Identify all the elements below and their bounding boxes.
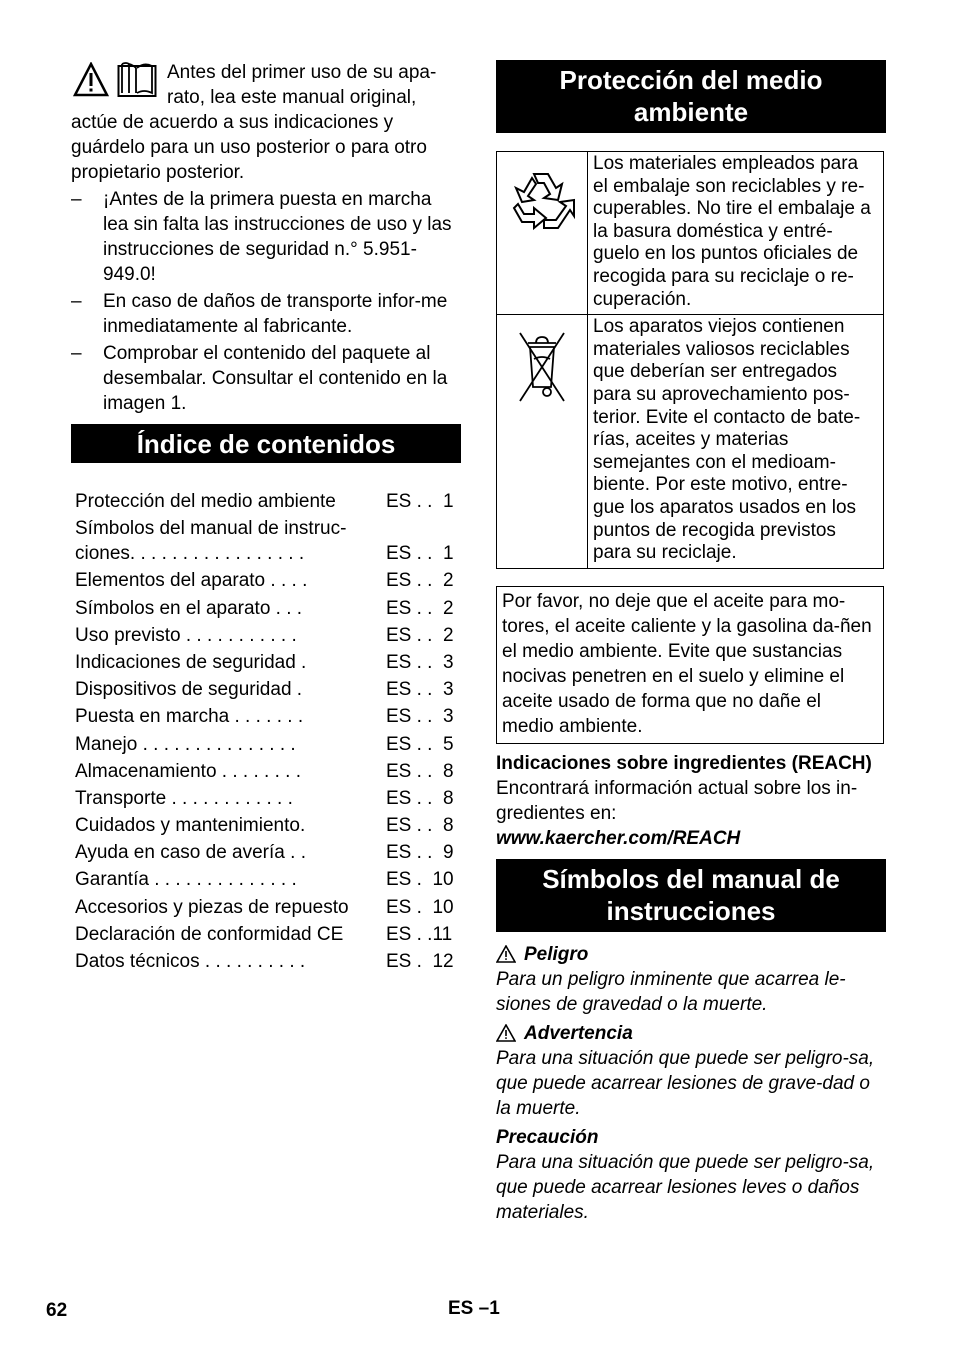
recycle-icon-cell [497, 152, 588, 315]
manual-book-icon [117, 62, 157, 98]
toc-heading: Índice de contenidos [71, 424, 461, 463]
toc-entry[interactable] [75, 813, 459, 838]
footer-sep: – [478, 1298, 490, 1319]
table-row [497, 315, 884, 569]
instruction-text: Comprobar el contenido del paquete al desembalar. Consultar el contenido en la imagen 1. [103, 343, 448, 414]
environment-table [496, 151, 884, 569]
toc-entry-title: Manejo . . . . . . . . . . . . . . . [75, 733, 296, 755]
toc-entry-title: Ayuda en caso de avería . . [75, 842, 306, 864]
danger-text: Para un peligro inminente que acarrea le-siones de gravedad o la muerte. [496, 968, 846, 1015]
toc-entry[interactable] [75, 677, 459, 702]
table-of-contents [75, 489, 459, 974]
dash-bullet: – [71, 189, 82, 210]
toc-entry[interactable] [75, 895, 459, 920]
intro-line-b: rato, lea este manual original, [167, 87, 417, 108]
toc-entry-title: Cuidados y mantenimiento. [75, 815, 306, 837]
caution-text: Para una situación que puede ser peligro-sa, que puede acarrear lesiones leves o daños materiales. [496, 1151, 875, 1223]
toc-entry[interactable] [75, 650, 459, 675]
warning-text: Para una situación que puede ser peligro-sa, que puede acarrear lesiones de grave-dad o la muerte. [496, 1047, 875, 1119]
caution-label [496, 1125, 886, 1150]
toc-entry-title: Dispositivos de seguridad . [75, 679, 303, 701]
warning-triangle-icon [496, 1024, 516, 1042]
toc-entry[interactable] [75, 732, 459, 757]
instruction-item [71, 187, 461, 287]
intro-line-a: Antes del primer uso de su apa- [167, 62, 437, 83]
toc-entry[interactable] [75, 623, 459, 648]
toc-entry-ref: ES . . 8 [386, 815, 454, 837]
left-column [71, 60, 461, 976]
toc-entry-ref: ES . . 8 [386, 760, 454, 782]
toc-entry-title: Garantía . . . . . . . . . . . . . . [75, 869, 297, 891]
reach-text: Encontrará información actual sobre los in-gredientes en: [496, 777, 858, 824]
toc-entry-title: Uso previsto . . . . . . . . . . . [75, 624, 297, 646]
reach-heading: Indicaciones sobre ingredientes (REACH) [496, 752, 872, 774]
toc-entry-title: Transporte . . . . . . . . . . . . [75, 787, 293, 809]
toc-entry-ref: ES . . 3 [386, 679, 454, 701]
toc-entry-ref: ES . . 1 [386, 543, 454, 565]
crossed-out-bin-icon [514, 329, 570, 405]
warning-label-text: Advertencia [524, 1022, 633, 1044]
oil-notice: Por favor, no deje que el aceite para mo-tores, el aceite caliente y la gasolina da-ñen el medio ambiente. Evite que sustancias nocivas penetren en el suelo y elimine el aceite usado de forma que no dañe el medio ambiente. [496, 586, 884, 744]
warning-label [496, 1021, 886, 1046]
toc-entry-ref: ES . .11 [386, 923, 453, 945]
instruction-text: En caso de daños de transporte infor-me inmediatamente al fabricante. [103, 291, 448, 337]
instruction-item [71, 341, 461, 416]
warning-triangle-icon [73, 62, 109, 98]
weee-icon-cell [497, 315, 588, 569]
toc-entry[interactable] [75, 568, 459, 593]
toc-entry-ref: ES . . 8 [386, 787, 454, 809]
toc-entry[interactable] [75, 867, 459, 892]
instruction-text: ¡Antes de la primera puesta en marcha lea sin falta las instrucciones de uso y las instrucciones de seguridad n.° 5.951-949.0! [103, 189, 452, 285]
toc-entry-ref: ES . . 5 [386, 733, 454, 755]
toc-entry-ref: ES . . 3 [386, 651, 454, 673]
weee-text: Los aparatos viejos contienen materiales valiosos reciclables que deberían ser entregados para su aprovechamiento pos-terior. Evite el contacto de bate-rías, aceites y materias semejantes con el medioam-biente. Por este motivo, entre-gue los aparatos usados en los puntos de recogida previstos para su reciclaje. [588, 315, 884, 569]
toc-entry-title: Declaración de conformidad CE [75, 923, 344, 945]
dash-bullet: – [71, 291, 82, 312]
footer-section-ref [448, 1298, 500, 1320]
toc-entry-ref: ES . . 9 [386, 842, 454, 864]
recycle-icon [504, 166, 580, 242]
table-row [497, 152, 884, 315]
toc-entry-title: Almacenamiento . . . . . . . . [75, 760, 301, 782]
toc-entry-ref: ES . . 1 [386, 491, 454, 512]
toc-entry[interactable] [75, 516, 459, 566]
toc-entry-title: Datos técnicos . . . . . . . . . . [75, 951, 306, 972]
recycle-text: Los materiales empleados para el embalaje son reciclables y re-cuperables. No tire el embalaje a la basura doméstica y entré-guelo en los puntos oficiales de recogida para su reciclaje o re-cuperación. [588, 152, 884, 315]
toc-entry[interactable] [75, 840, 459, 865]
toc-entry[interactable] [75, 596, 459, 621]
toc-entry-title: Protección del medio ambiente [75, 491, 336, 512]
intro-header [71, 60, 461, 110]
instruction-item [71, 289, 461, 339]
toc-entry-title: Elementos del aparato . . . . [75, 570, 308, 592]
footer-section-page: 1 [489, 1298, 500, 1319]
toc-entry-title: Accesorios y piezas de repuesto [75, 896, 349, 918]
toc-entry-title: Símbolos en el aparato . . . [75, 597, 303, 619]
intro-icons [73, 62, 157, 98]
toc-entry-ref: ES . 12 [386, 951, 454, 972]
toc-entry[interactable] [75, 704, 459, 729]
toc-entry[interactable] [75, 759, 459, 784]
reach-link[interactable]: www.kaercher.com/REACH [496, 827, 741, 849]
dash-bullet: – [71, 343, 82, 364]
toc-entry-ref: ES . . 2 [386, 624, 454, 646]
toc-entry-title: Puesta en marcha . . . . . . . [75, 706, 304, 728]
toc-entry[interactable] [75, 922, 459, 947]
environment-heading: Protección del medio ambiente [496, 60, 886, 133]
toc-entry-title: Símbolos del manual de instruc-ciones. . . . . . . . . . . . . . . . . [75, 518, 347, 565]
toc-entry-ref: ES . . 3 [386, 706, 454, 728]
danger-label-text: Peligro [524, 943, 589, 965]
caution-label-text: Precaución [496, 1126, 599, 1148]
toc-entry-ref: ES . 10 [386, 869, 454, 891]
toc-entry-title: Indicaciones de seguridad . [75, 651, 307, 673]
toc-entry-ref: ES . . 2 [386, 570, 454, 592]
toc-entry[interactable] [75, 949, 459, 974]
toc-entry-ref: ES . . 2 [386, 597, 454, 619]
toc-entry[interactable] [75, 786, 459, 811]
warning-triangle-icon [496, 945, 516, 963]
toc-entry-ref: ES . 10 [386, 896, 454, 918]
danger-label [496, 942, 886, 967]
right-column [496, 60, 886, 1229]
footer-lang: ES [448, 1298, 474, 1319]
page-number: 62 [46, 1300, 68, 1321]
toc-entry[interactable] [75, 489, 459, 514]
symbols-heading: Símbolos del manual de instrucciones [496, 859, 886, 932]
intro-text: actúe de acuerdo a sus indicaciones y guárdelo para un uso posterior o para otro propietario posterior. [71, 112, 427, 183]
